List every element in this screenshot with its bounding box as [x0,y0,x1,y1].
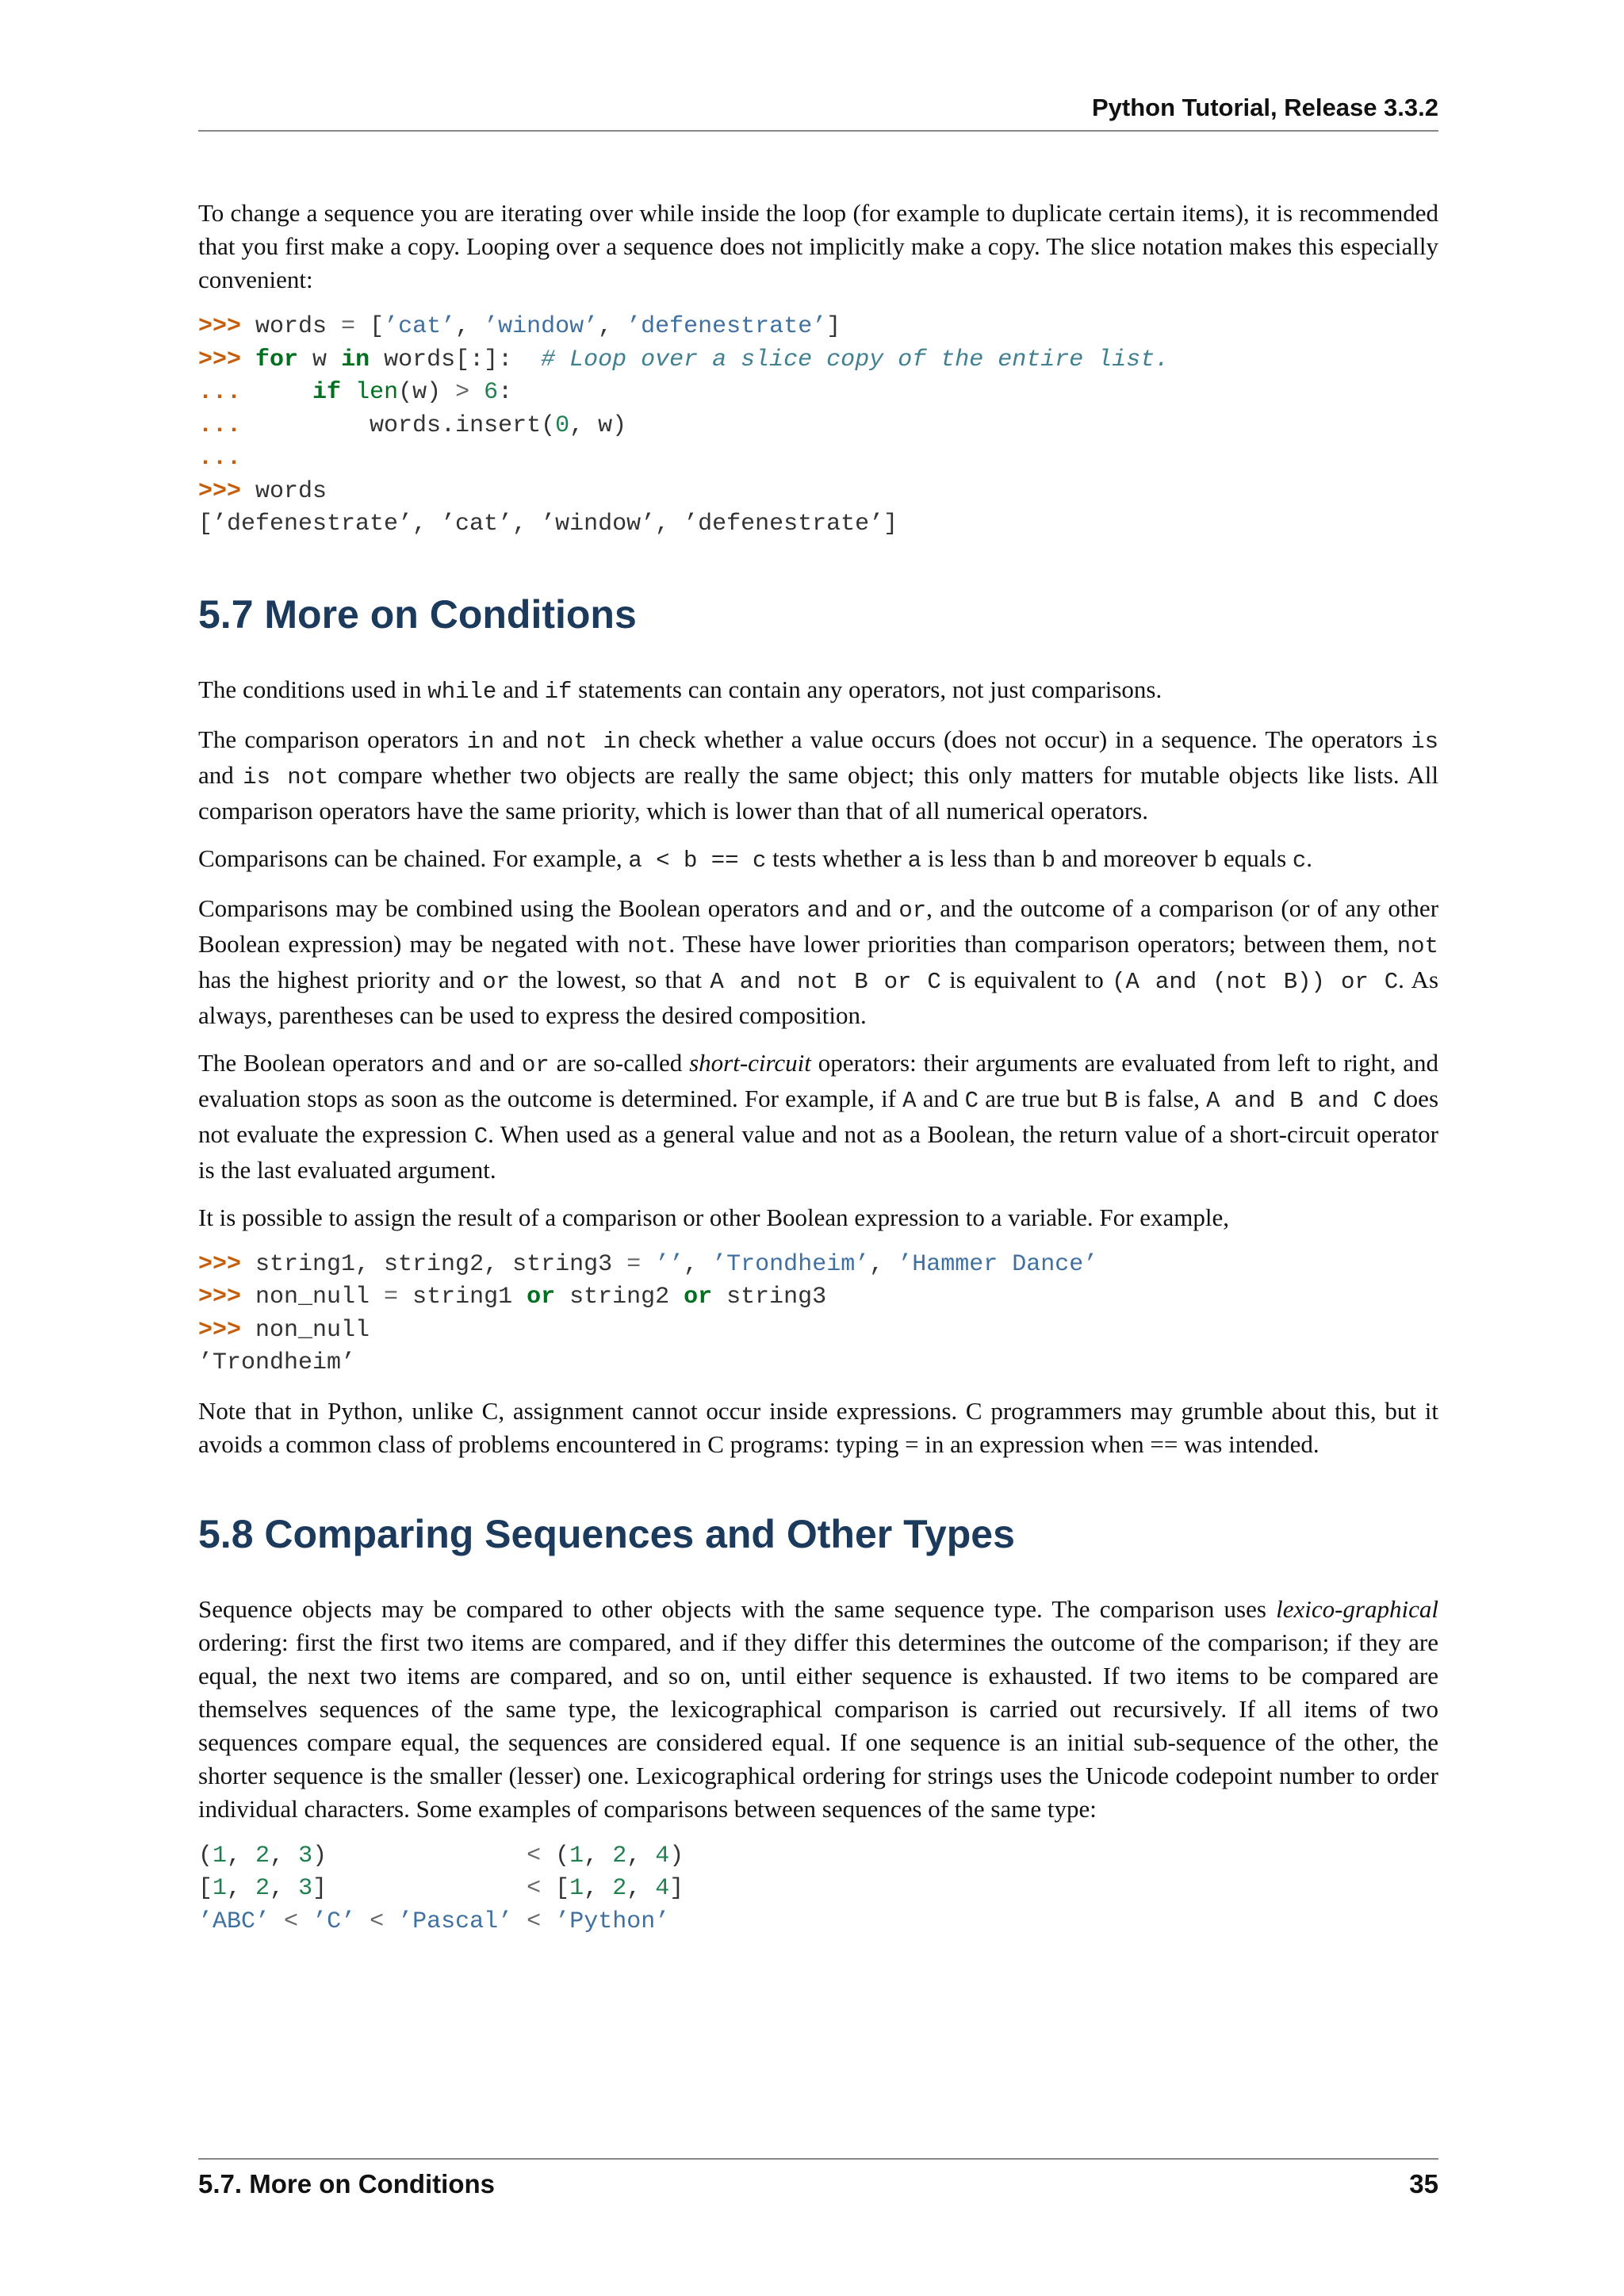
footer-section-title: 5.7. More on Conditions [198,2169,496,2198]
code-block-non-null: >>> string1, string2, string3 = ’’, ’Trondheim’, ’Hammer Dance’ >>> non_null = string1 or string2 or string3 >>> non_null ’Trondheim’ [198,1250,1098,1376]
page-number: 35 [1409,2169,1438,2198]
code-block-words: >>> words = [’cat’, ’window’, ’defenestrate’] >>> for w in words[:]: # Loop over a slice copy of the entire list. ... if len(w) > 6: ... words.insert(0, w) ... >>> words [’defenestrate’, ’cat’, ’window’, ’defenestrate’] [198,313,1170,538]
code-block-comparisons: (1, 2, 3) < (1, 2, 4) [1, 2, 3] < [1, 2, 4] ’ABC’ < ’C’ < ’Pascal’ < ’Python’ [198,1842,684,1935]
running-footer [198,2158,1438,2199]
conditions-paragraph-3: Comparisons can be chained. For example, a < b == c tests whether a is less than b and moreover b equals c. [198,844,1313,874]
sequences-paragraph-1: Sequence objects may be compared to other objects with the same sequence type. The comparison uses lexico-graphical ordering: first the first two items are compared, and if they differ this determines the outcome of the comparison; if they are equal, the next two items are compared, and so on, until either sequence is exhausted. If two items to be compared are themselves sequences of the same type, the lexicographical comparison is carried out recursively. If all items of two sequences compare equal, the sequences are considered equal. If one sequence is an initial sub-sequence of the other, the shorter sequence is the smaller (lesser) one. Lexicographical ordering for strings uses the Unicode codepoint number to order individual characters. Some examples of comparisons between sequences of the same type: [198,1594,1438,1823]
header-title: Python Tutorial, Release 3.3.2 [1091,94,1438,121]
conditions-paragraph-1: The conditions used in while and if statements can contain any operators, not just comparisons. [198,675,1162,705]
page-content [198,197,1438,1953]
section-heading-5-8: 5.8 Comparing Sequences and Other Types [198,1511,1015,1556]
conditions-paragraph-2: The comparison operators in and not in check whether a value occurs (does not occur) in a sequence. The operators is and is not compare whether two objects are really the same object; this only matters for mutable objects like lists. All comparison operators have the same priority, which is lower than that of all numerical operators. [198,725,1438,825]
conditions-paragraph-7: Note that in Python, unlike C, assignment cannot occur inside expressions. C programmers may grumble about this, but it avoids a common class of problems encountered in C programs: typing = in an expression when == was intended. [198,1396,1438,1458]
conditions-paragraph-5: The Boolean operators and and or are so-called short-circuit operators: their arguments are evaluated from left to right, and evaluation stops as soon as the outcome is determined. For example, if A and C are true but B is false, A and B and C does not evaluate the expression C. When used as a general value and not as a Boolean, the return value of a short-circuit operator is the last evaluated argument. [198,1048,1439,1184]
conditions-paragraph-4: Comparisons may be combined using the Boolean operators and and or, and the outcome of a comparison (or of any other Boolean expression) may be negated with not. These have lower priorities than comparison operators; between them, not has the highest priority and or the lowest, so that A and not B or C is equivalent to (A and (not B)) or C. As always, parentheses can be used to express the desired composition. [198,894,1439,1029]
intro-paragraph: To change a sequence you are iterating over while inside the loop (for example to duplicate certain items), it is recommended that you first make a copy. Looping over a sequence does not implicitly make a copy. The slice notation makes this especially convenient: [198,199,1438,293]
conditions-paragraph-6: It is possible to assign the result of a comparison or other Boolean expression to a variable. For example, [198,1203,1229,1231]
section-heading-5-7: 5.7 More on Conditions [198,591,637,637]
running-header [198,90,1438,132]
